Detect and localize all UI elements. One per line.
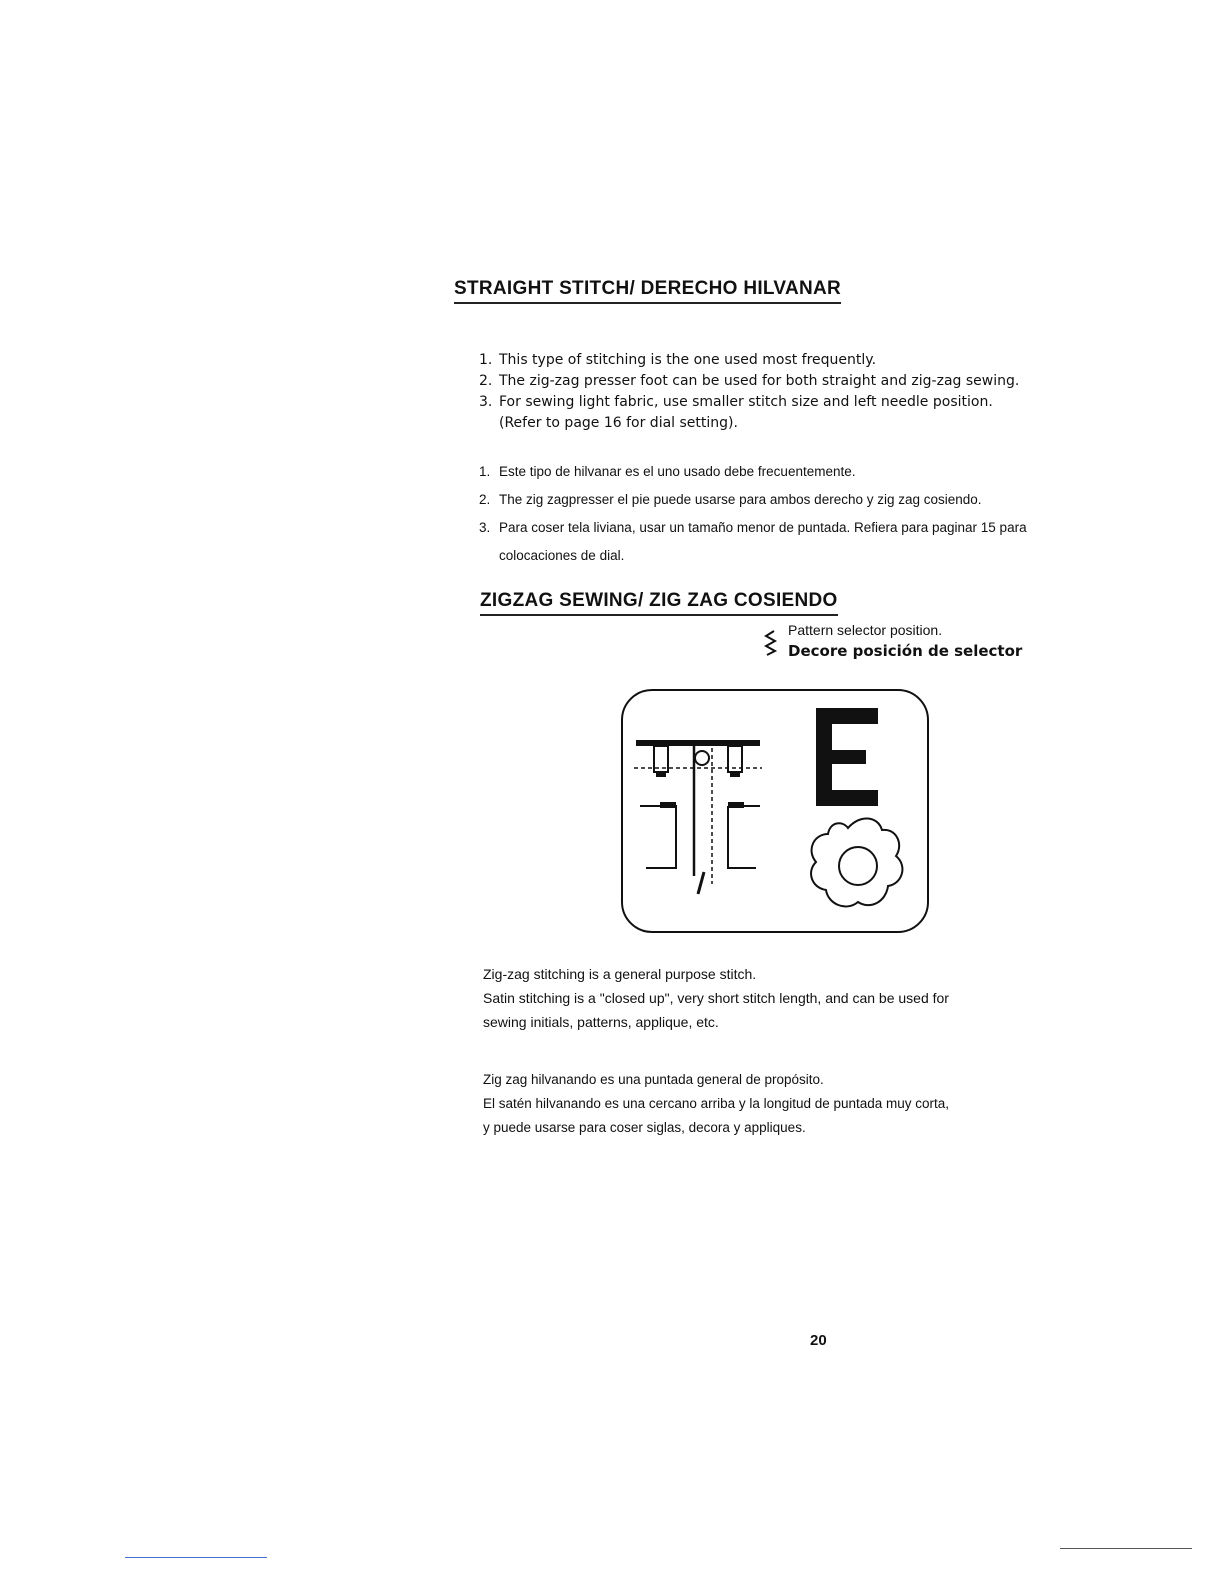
list-item: 3. For sewing light fabric, use smaller stitch size and left needle position. (479, 394, 993, 410)
selector-label-spanish: Decore posición de selector (788, 642, 1023, 660)
list-item: colocaciones de dial. (499, 548, 625, 563)
zigzag-spanish-paragraph: Zig zag hilvanando es una puntada general de propósito. El satén hilvanando es una cercano arriba y la longitud de puntada muy corta, y puede usarse para coser siglas, decora y appliques. (483, 1072, 950, 1135)
stitch-illustration-panel (620, 688, 932, 936)
list-item: 2. The zig zagpresser el pie puede usarse para ambos derecho y zig zag cosiendo. (479, 492, 982, 507)
list-item: 1. Este tipo de hilvanar es el uno usado debe frecuentemente. (479, 464, 856, 479)
bottom-left-rule (125, 1557, 267, 1558)
presser-foot-icon (634, 740, 762, 894)
list-item: 3. Para coser tela liviana, usar un tamaño menor de puntada. Refiera para paginar 15 para (479, 520, 1027, 535)
straight-stitch-heading: STRAIGHT STITCH/ DERECHO HILVANAR (454, 278, 841, 304)
straight-stitch-spanish-list (479, 458, 1139, 570)
list-item: 2. The zig-zag presser foot can be used for both straight and zig-zag sewing. (479, 373, 1020, 389)
list-item: 1. This type of stitching is the one used most frequently. (479, 352, 877, 368)
zigzag-selector-icon (764, 630, 778, 656)
zigzag-english-paragraph: Zig-zag stitching is a general purpose stitch. Satin stitching is a "closed up", very short stitch length, and can be used for sewing initials, patterns, applique, etc. (483, 966, 949, 1030)
straight-stitch-english-list (479, 350, 1099, 434)
list-item: (Refer to page 16 for dial setting). (499, 415, 738, 431)
bottom-right-rule (1060, 1548, 1192, 1549)
zigzag-heading: ZIGZAG SEWING/ ZIG ZAG COSIENDO (480, 590, 838, 616)
flower-applique-icon (811, 818, 902, 906)
satin-letter-e-icon (816, 708, 878, 806)
page-number: 20 (810, 1332, 827, 1349)
selector-label-english: Pattern selector position. (788, 622, 943, 638)
